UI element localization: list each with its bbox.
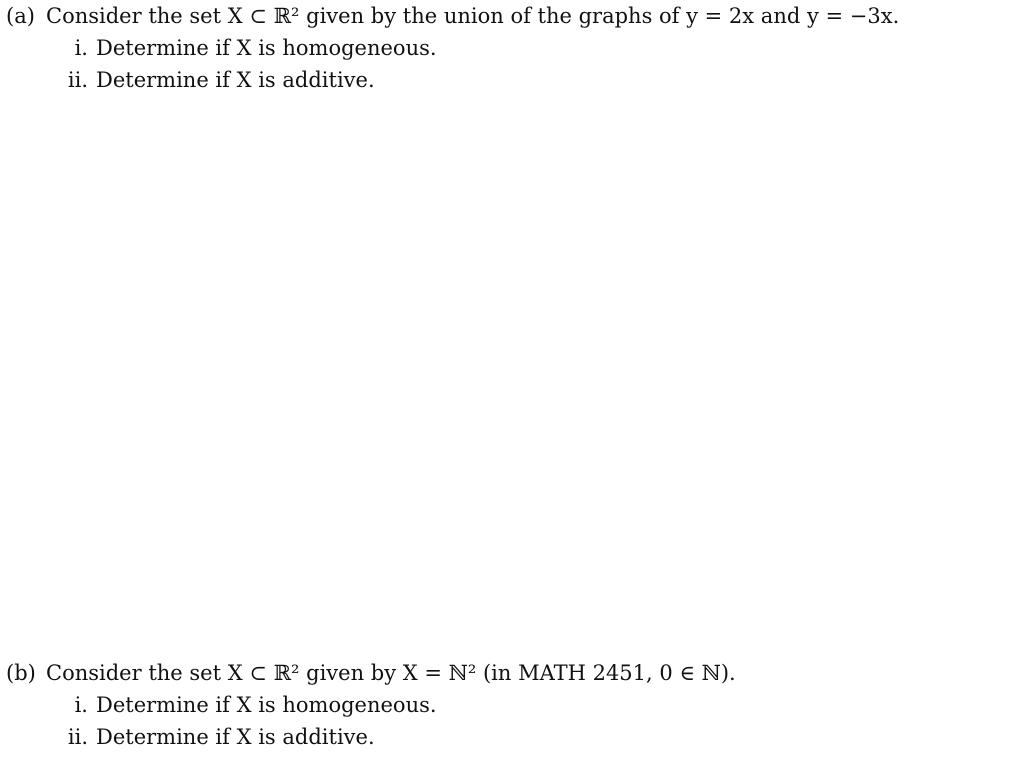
part-a-label: (a) (6, 4, 35, 28)
part-b-item-2-text: Determine if X is additive. (96, 725, 375, 749)
problem-part-a (6, 0, 1016, 96)
part-a-item-1-text: Determine if X is homogeneous. (96, 36, 437, 60)
part-a-statement-line (6, 0, 1016, 32)
part-a-statement: Consider the set X ⊂ ℝ² given by the union of the graphs of y = 2x and y = −3x. (46, 4, 900, 28)
part-b-item-1 (6, 689, 1016, 721)
problem-part-b (6, 657, 1016, 753)
part-a-item-1-number: i. (74, 36, 88, 60)
part-a-item-2-number: ii. (67, 68, 88, 92)
part-b-label: (b) (6, 661, 36, 685)
part-b-item-2-number: ii. (67, 725, 88, 749)
part-b-item-1-text: Determine if X is homogeneous. (96, 693, 437, 717)
part-a-item-2 (6, 64, 1016, 96)
part-b-statement-line (6, 657, 1016, 689)
part-a-item-2-text: Determine if X is additive. (96, 68, 375, 92)
part-b-statement: Consider the set X ⊂ ℝ² given by X = ℕ² (in MATH 2451, 0 ∈ ℕ). (46, 661, 736, 685)
part-b-item-1-number: i. (74, 693, 88, 717)
part-a-item-1 (6, 32, 1016, 64)
part-b-item-2 (6, 721, 1016, 753)
